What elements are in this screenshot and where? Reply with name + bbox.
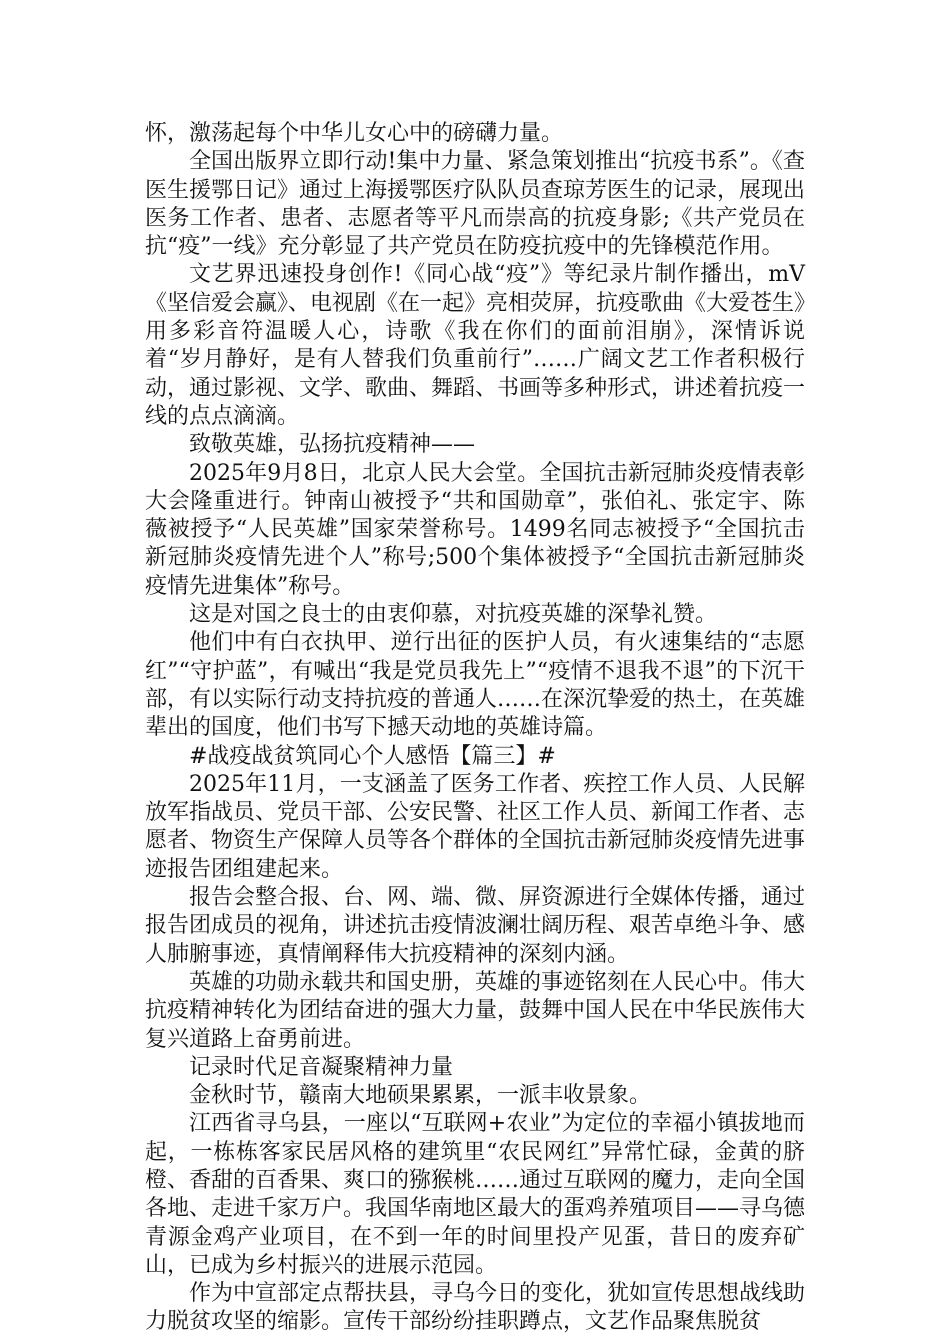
paragraph-autumn: 金秋时节，赣南大地硕果累累，一派丰收景象。 <box>189 1083 652 1109</box>
section-heading-heroes: 致敬英雄，弘扬抗疫精神—— <box>189 432 476 458</box>
paragraph-poverty-alleviation: 作为中宣部定点帮扶县，寻乌今日的变化，犹如宣传思想战线助力脱贫攻坚的缩影。宣传干部纷纷挂职蹲点，文艺作品聚焦脱贫 <box>145 1281 806 1335</box>
paragraph-arts: 文艺界迅速投身创作!《同心战“疫”》等纪录片制作播出，mV《坚信爱会赢》、电视剧《在一起》亮相荧屏，抗疫歌曲《大爱苍生》用多彩音符温暖人心，诗歌《我在你们的面前泪崩》，深情诉说着“岁月静好，是有人替我们负重前行”……广阔文艺工作者积极行动，通过影视、文学、歌曲、舞蹈、书画等多种形式，讲述着抗疫一线的点点滴滴。 <box>145 262 806 429</box>
paragraph-report-team: 2025年11月，一支涵盖了医务工作者、疾控工作人员、人民解放军指战员、党员干部、公安民警、社区工作人员、新闻工作者、志愿者、物资生产保障人员等各个群体的全国抗击新冠肺炎疫情先进事迹报告团组建起来。 <box>145 771 806 882</box>
paragraph-spirit: 英雄的功勋永载共和国史册，英雄的事迹铭刻在人民心中。伟大抗疫精神转化为团结奋进的强大力量，鼓舞中国人民在中华民族伟大复兴道路上奋勇前进。 <box>145 969 806 1052</box>
paragraph-heroes: 他们中有白衣执甲、逆行出征的医护人员，有火速集结的“志愿红”“守护蓝”，有喊出“我是党员我先上”“疫情不退我不退”的下沉干部，有以实际行动支持抗疫的普通人……在深沉挚爱的热土，在英雄辈出的国度，他们书写下撼天动地的英雄诗篇。 <box>145 630 806 741</box>
document-body <box>145 120 805 1337</box>
paragraph-ceremony: 2025年9月8日，北京人民大会堂。全国抗击新冠肺炎疫情表彰大会隆重进行。钟南山被授予“共和国勋章”，张伯礼、张定宇、陈薇被授予“人民英雄”国家荣誉称号。1499名同志被授予“全国抗击新冠肺炎疫情先进个人”称号;500个集体被授予“全国抗击新冠肺炎疫情先进集体”称号。 <box>145 460 805 599</box>
paragraph-tribute: 这是对国之良士的由衷仰慕，对抗疫英雄的深挚礼赞。 <box>189 602 718 628</box>
section-heading-part-three: #战疫战贫筑同心个人感悟【篇三】# <box>189 743 556 769</box>
section-heading-records: 记录时代足音凝聚精神力量 <box>189 1054 454 1080</box>
paragraph-continuation: 怀，激荡起每个中华儿女心中的磅礴力量。 <box>145 121 564 146</box>
paragraph-publishing: 全国出版界立即行动!集中力量、紧急策划推出“抗疫书系”。《查医生援鄂日记》通过上海援鄂医疗队队员查琼芳医生的记录，展现出医务工作者、患者、志愿者等平凡而崇高的抗疫身影;《共产党员在抗“疫”一线》充分彰显了共产党员在防疫抗疫中的先锋模范作用。 <box>145 149 806 260</box>
paragraph-media: 报告会整合报、台、网、端、微、屏资源进行全媒体传播，通过报告团成员的视角，讲述抗击疫情波澜壮阔历程、艰苦卓绝斗争、感人肺腑事迹，真情阐释伟大抗疫精神的深刻内涵。 <box>145 885 806 967</box>
paragraph-xunwu: 江西省寻乌县，一座以“互联网+农业”为定位的幸福小镇拔地而起，一栋栋客家民居风格的建筑里“农民网红”异常忙碌，金黄的脐橙、香甜的百香果、爽口的猕猴桃……通过互联网的魔力，走向全国各地、走进千家万户。我国华南地区最大的蛋鸡养殖项目——寻乌德青源金鸡产业项目，在不到一年的时间里投产见蛋，昔日的废弃矿山，已成为乡村振兴的进展示范园。 <box>145 1111 806 1278</box>
